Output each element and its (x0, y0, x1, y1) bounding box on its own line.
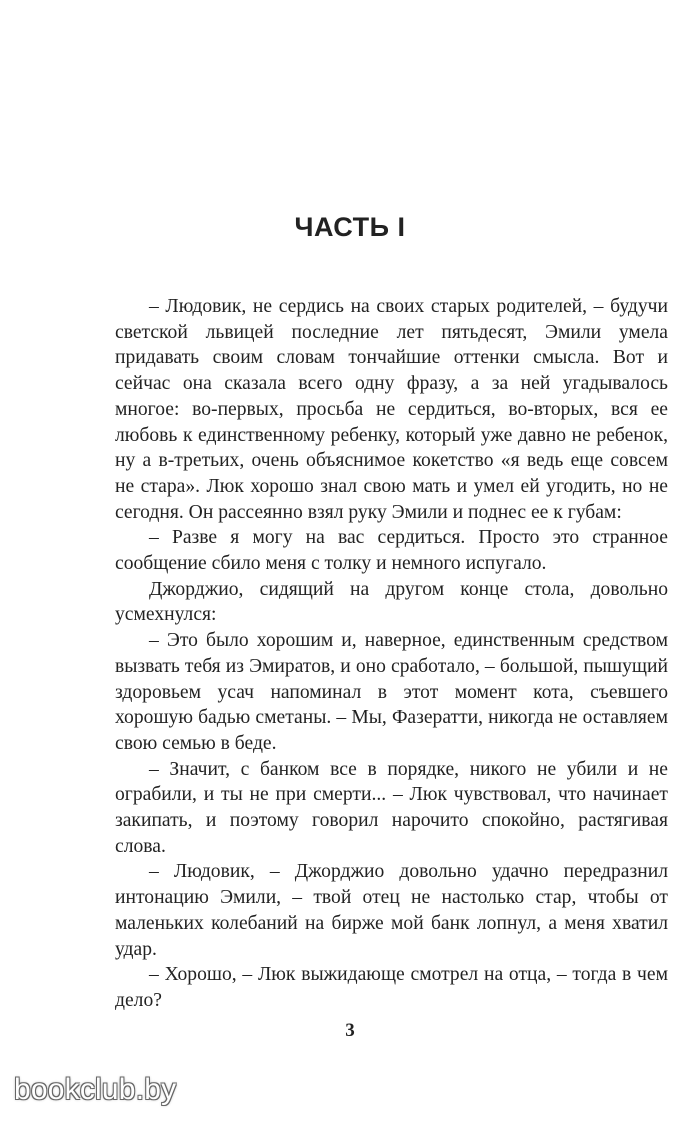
watermark: bookclub.by (14, 1073, 177, 1106)
paragraph: – Значит, с банком все в порядке, никого не убили и не ограбили, и ты не при смерти... – Люк чувствовал, что начинает закипать, и поэтому говорил нарочито спокойно, растягивая слова. (115, 758, 668, 857)
paragraph: – Хорошо, – Люк выжидающе смотрел на отца, – тогда в чем дело? (115, 964, 668, 1011)
paragraph: Джорджио, сидящий на другом конце стола, довольно усмехнулся: (115, 578, 668, 626)
paragraph: – Людовик, – Джорджио довольно удачно передразнил интонацию Эмили, – твой отец не настолько стар, чтобы от маленьких колебаний на бирже мой банк лопнул, а меня хватил удар. (115, 861, 668, 960)
chapter-body (115, 294, 668, 1014)
paragraph: – Это было хорошим и, наверное, единственным средством вызвать тебя из Эмиратов, и оно сработало, – большой, пышущий здоровьем усач напоминал в этот момент кота, съевшего хорошую бадью сметаны. – Мы, Фазератти, никогда не оставляем свою семью в беде. (115, 630, 668, 754)
paragraph: – Людовик, не сердись на своих старых родителей, – будучи светской львицей последние лет пятьдесят, Эмили умела придавать своим словам тончайшие оттенки смысла. Вот и сейчас она сказала всего одну фразу, а за ней угадывалось многое: во-первых, просьба не сердиться, во-вторых, вся ее любовь к единственному ребенку, который уже давно не ребенок, ну а в-третьих, очень объяснимое кокетство «я ведь еще совсем не стара». Люк хорошо знал свою мать и умел ей угодить, но не сегодня. Он рассеянно взял руку Эмили и поднес ее к губам: (115, 296, 668, 523)
paragraph: – Разве я могу на вас сердиться. Просто это странное сообщение сбило меня с толку и немного испугало. (115, 527, 668, 575)
chapter-title: ЧАСТЬ I (294, 212, 406, 242)
page-number: 3 (345, 1020, 355, 1041)
